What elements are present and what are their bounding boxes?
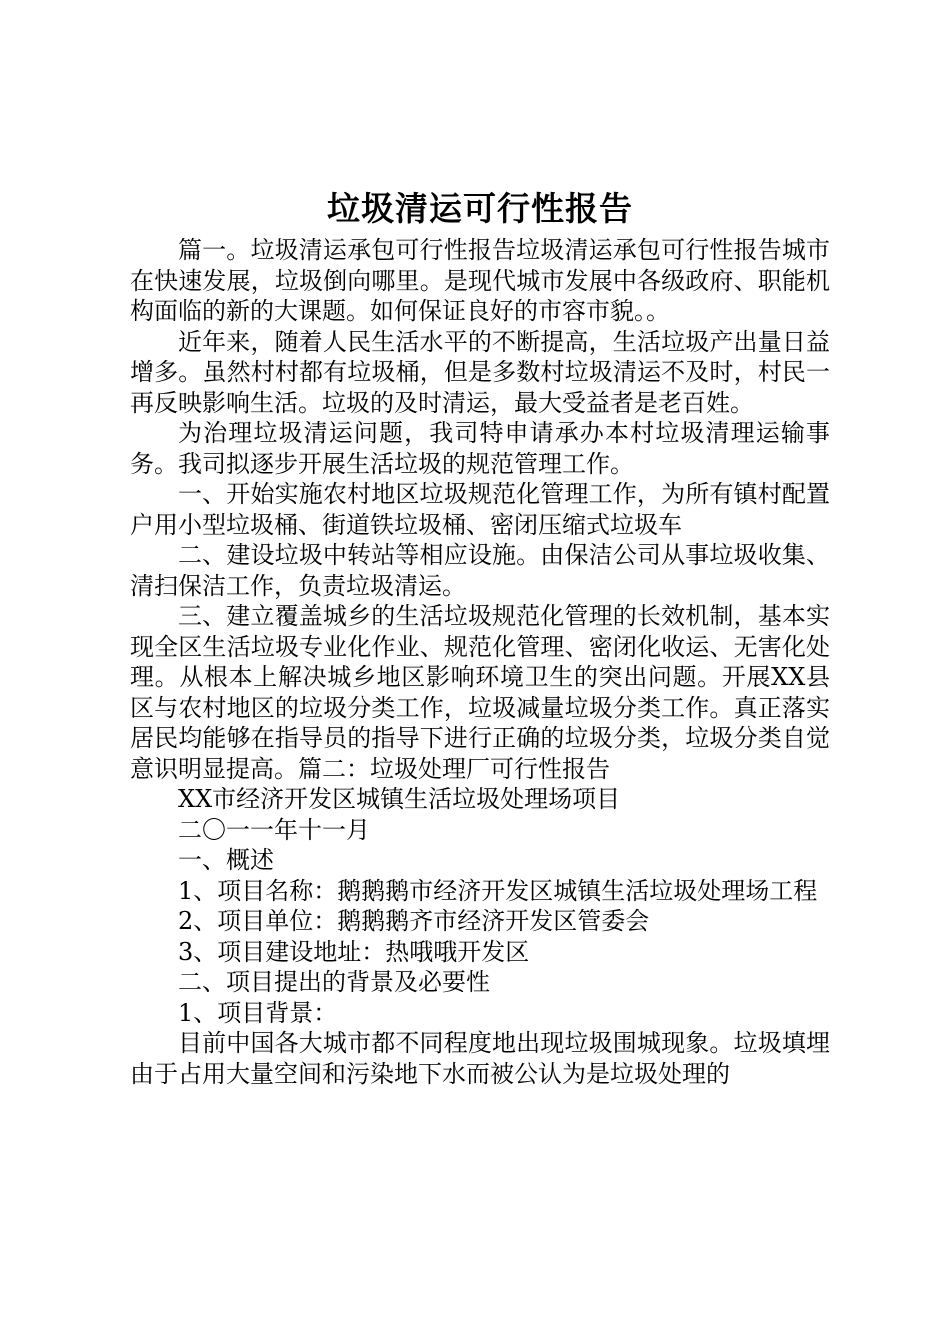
paragraph: 三、建立覆盖城乡的生活垃圾规范化管理的长效机制，基本实现全区生活垃圾专业化作业、规范化管理、密闭化收运、无害化处理。从根本上解决城乡地区影响环境卫生的突出问题。开展XX县区与农村地区的垃圾分类工作，垃圾减量垃圾分类工作。真正落实居民均能够在指导员的指导下进行正确的垃圾分类，垃圾分类自觉意识明显提高。篇二：垃圾处理厂可行性报告 (130, 602, 830, 783)
paragraph: XX市经济开发区城镇生活垃圾处理场项目 (178, 785, 621, 813)
document-page (130, 183, 830, 1089)
paragraph: 篇一。垃圾清运承包可行性报告垃圾清运承包可行性报告城市在快速发展，垃圾倒向哪里。是现代城市发展中各级政府、职能机构面临的新的大课题。如何保证良好的市容市貌。。 (130, 236, 830, 325)
paragraph: 3、项目建设地址：热哦哦开发区 (178, 937, 530, 966)
paragraph: 二、建设垃圾中转站等相应设施。由保洁公司从事垃圾收集、清扫保洁工作，负责垃圾清运。 (130, 541, 830, 600)
paragraph: 一、概述 (178, 846, 274, 874)
paragraph: 为治理垃圾清运问题，我司特申请承办本村垃圾清理运输事务。我司拟逐步开展生活垃圾的规范管理工作。 (130, 419, 830, 478)
document-title: 垃圾清运可行性报告 (327, 189, 633, 228)
paragraph: 二〇一一年十一月 (178, 815, 370, 844)
paragraph: 目前中国各大城市都不同程度地出现垃圾围城现象。垃圾填埋由于占用大量空间和污染地下水而被公认为是垃圾处理的 (130, 1029, 830, 1088)
paragraph: 2、项目单位：鹅鹅鹅齐市经济开发区管委会 (178, 907, 650, 935)
paragraph: 二、项目提出的背景及必要性 (178, 968, 490, 996)
paragraph: 近年来，随着人民生活水平的不断提高，生活垃圾产出量日益增多。虽然村村都有垃圾桶，但是多数村垃圾清运不及时，村民一再反映影响生活。垃圾的及时清运，最大受益者是老百姓。 (130, 327, 830, 417)
paragraph: 1、项目名称：鹅鹅鹅市经济开发区城镇生活垃圾处理场工程 (178, 876, 818, 905)
paragraph: 一、开始实施农村地区垃圾规范化管理工作，为所有镇村配置户用小型垃圾桶、街道铁垃圾桶、密闭压缩式垃圾车 (130, 480, 830, 539)
paragraph: 1、项目背景： (178, 998, 338, 1027)
